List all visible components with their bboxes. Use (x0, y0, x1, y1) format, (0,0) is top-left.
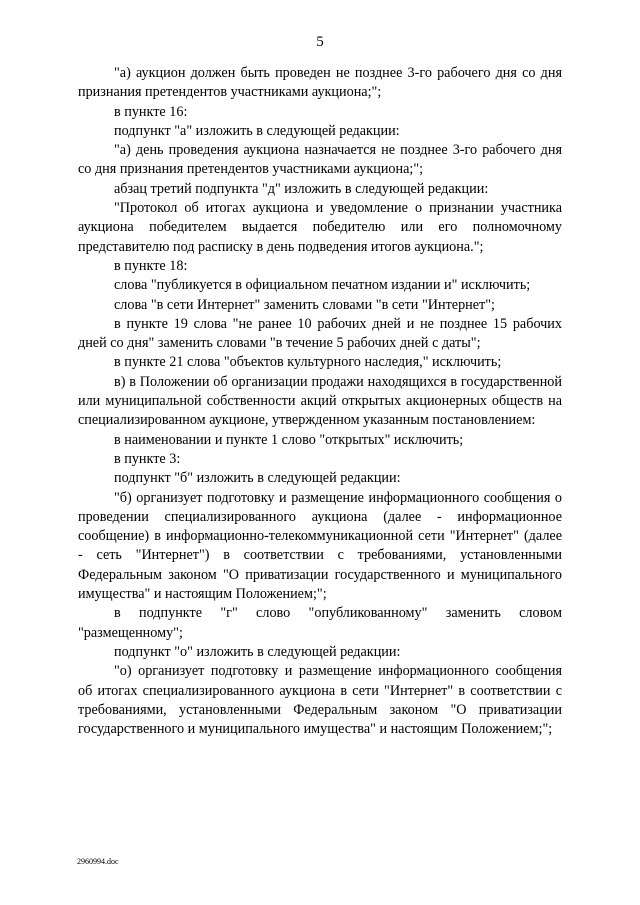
paragraph: "б) организует подготовку и размещение информационного сообщения о проведении специализированного аукциона (далее - информационное сообщение) в информационно-телекоммуникационной сети "Интернет" (далее - сеть "Интернет") в соответствии с требованиями, установленными Федеральным законом "О приватизации государственного и муниципального имущества" и настоящим Положением;"; (78, 489, 562, 603)
paragraph: "Протокол об итогах аукциона и уведомление о признании участника аукциона победителем выдается победителю или его полномочному представителю под расписку в день подведения итогов аукциона."; (78, 200, 562, 255)
page-number: 5 (316, 34, 324, 50)
paragraph: подпункт "а" изложить в следующей редакции: (114, 122, 400, 139)
paragraph: слова "публикуется в официальном печатном издании и" исключить; (114, 277, 531, 294)
paragraph: "а) день проведения аукциона назначается не позднее 3-го рабочего дня со дня признания претендентов участниками аукциона;"; (78, 142, 562, 178)
paragraph: в пункте 3: (114, 450, 181, 467)
paragraph: подпункт "о" изложить в следующей редакции: (114, 643, 401, 660)
paragraph: "о) организует подготовку и размещение информационного сообщения об итогах специализированного аукциона в сети "Интернет" в соответствии с требованиями, установленными Федеральным законом "О приватизации государственного и муниципального имущества" и настоящим Положением;"; (78, 663, 562, 738)
paragraph: абзац третий подпункта "д" изложить в следующей редакции: (114, 180, 489, 197)
paragraph: в наименовании и пункте 1 слово "открытых" исключить; (114, 431, 464, 448)
paragraph: подпункт "б" изложить в следующей редакции: (114, 470, 401, 487)
paragraph: в пункте 16: (114, 103, 188, 120)
paragraph: в подпункте "г" слово "опубликованному" заменить словом "размещенному"; (78, 605, 562, 641)
paragraph: в пункте 18: (114, 257, 188, 274)
paragraph: в пункте 19 слова "не ранее 10 рабочих дней и не позднее 15 рабочих дней со дня" заменить словами "в течение 5 рабочих дней с даты"; (78, 315, 562, 352)
paragraph: "а) аукцион должен быть проведен не позднее 3-го рабочего дня со дня признания претендентов участниками аукциона;"; (78, 65, 562, 101)
paragraph: в пункте 21 слова "объектов культурного наследия," исключить; (114, 354, 502, 371)
file-name-footer: 2960994.doc (77, 857, 119, 866)
paragraph: слова "в сети Интернет" заменить словами "в сети "Интернет"; (114, 296, 495, 313)
document-body (78, 64, 562, 739)
paragraph: в) в Положении об организации продажи находящихся в государственной или муниципальной собственности акций открытых акционерных обществ на специализированном аукционе, утвержденном указанным постановлением: (78, 373, 562, 429)
